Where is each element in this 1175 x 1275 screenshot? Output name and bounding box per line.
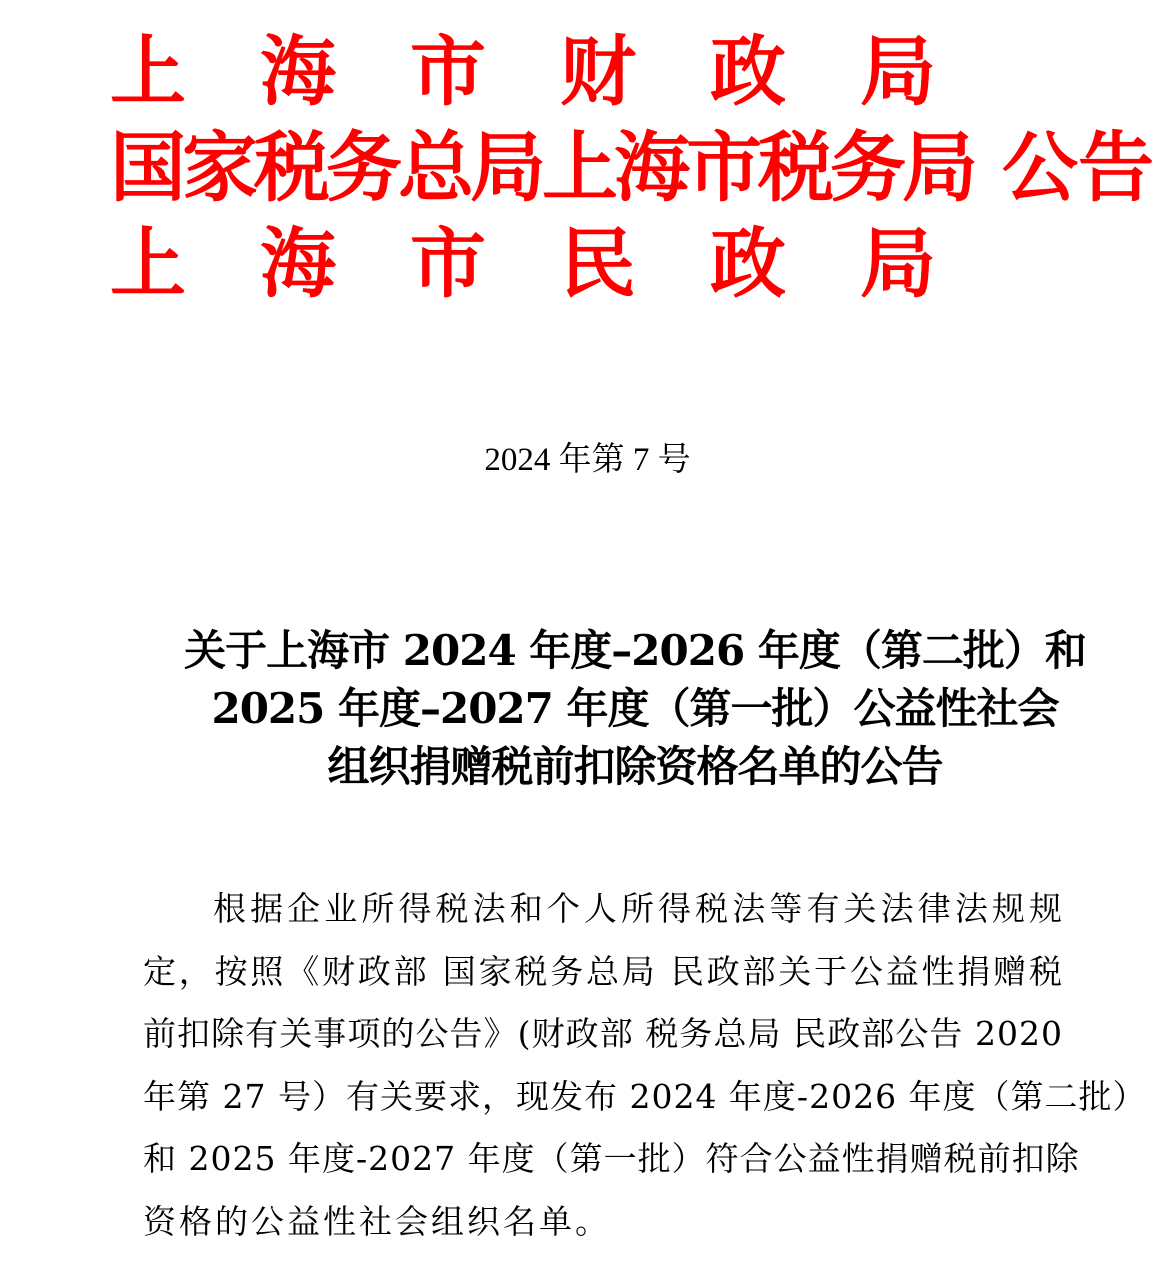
body-line: 根据企业所得税法和个人所得税法等有关法律法规规: [213, 889, 1063, 928]
document-number: 2024 年第 7 号: [484, 442, 691, 478]
header-char: 市: [410, 219, 486, 308]
header-char: 海: [260, 27, 336, 116]
title-line: 2025 年度–2027 年度（第一批）公益性社会: [211, 684, 1059, 733]
header-announcement-label: 公告: [1002, 123, 1154, 212]
header-char: 民: [560, 219, 636, 308]
body-line: 年第 27 号）有关要求，现发布 2024 年度-2026 年度（第二批）: [143, 1076, 1147, 1116]
body-line: 前扣除有关事项的公告》(财政部 税务总局 民政部公告 2020: [143, 1014, 1063, 1053]
header-line-tax-bureau: [110, 120, 1154, 216]
header-char: 财: [560, 27, 636, 116]
announcement-body: [143, 878, 1147, 1253]
header-char: 局: [860, 27, 936, 116]
announcement-title: [140, 622, 1130, 796]
body-line: 资格的公益性社会组织名单。: [143, 1201, 611, 1241]
header-char: 政: [710, 219, 786, 308]
body-line: 和 2025 年度-2027 年度（第一批）符合公益性捐赠税前扣除: [143, 1139, 1080, 1178]
header-tax-bureau-name: 国家税务总局上海市税务局: [110, 123, 974, 212]
header-line-civil-affairs-bureau: [110, 216, 1110, 312]
header-char: 上: [110, 27, 186, 116]
header-char: 海: [260, 219, 336, 308]
title-line: 关于上海市 2024 年度–2026 年度（第二批）和: [184, 626, 1086, 675]
header-char: 局: [860, 219, 936, 308]
header-char: 政: [710, 27, 786, 116]
header-line-finance-bureau: [110, 24, 1110, 120]
header-char: 上: [110, 219, 186, 308]
body-line: 定，按照《财政部 国家税务总局 民政部关于公益性捐赠税: [143, 951, 1063, 991]
title-line: 组织捐赠税前扣除资格名单的公告: [327, 742, 943, 791]
issuing-authorities-header: [110, 24, 1154, 312]
header-char: 市: [410, 27, 486, 116]
